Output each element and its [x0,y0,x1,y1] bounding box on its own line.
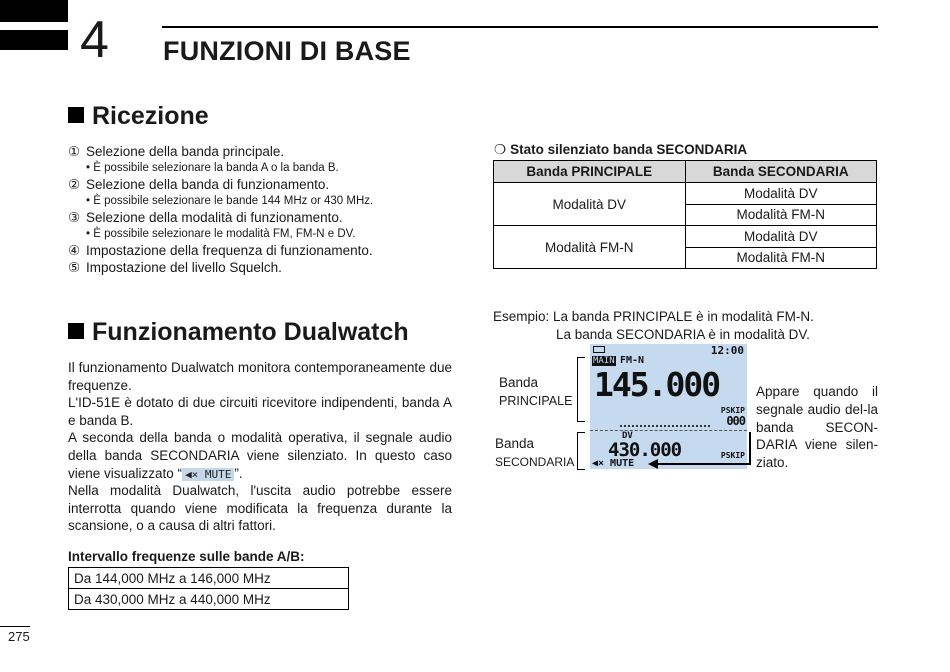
table-header-row [494,161,877,183]
section-heading-text: Ricezione [92,102,209,130]
table-cell: Modalità DV [494,183,686,226]
table-cell: Da 430,000 MHz a 440,000 MHz [69,589,349,610]
step-item: ⑤ Impostazione del livello Squelch. [68,260,282,275]
lcd-pskip-main: PSKIP [720,406,745,415]
lcd-mode-main: FM-N [620,355,645,366]
lcd-mute-indicator: ◀× MUTE [592,458,635,469]
table-row [494,226,877,248]
bracket-secondaria [577,432,585,470]
column-header: Banda SECONDARIA [685,161,877,183]
section-heading-dualwatch [68,318,409,347]
chapter-title: FUNZIONI DI BASE [163,36,411,66]
table-cell: Modalità FM-N [494,226,686,269]
circle-bullet-icon: ❍ [494,142,507,157]
example-caption [493,308,814,344]
dualwatch-body [68,359,452,535]
table-cell: Modalità DV [685,183,877,205]
table-row [494,183,877,205]
chapter-tab-marker [0,30,68,50]
table-cell: Modalità FM-N [685,247,877,269]
step-note: • È possibile selezionare la banda A o la banda B. [86,162,339,174]
paragraph: Il funzionamento Dualwatch monitora contemporaneamente due frequenze. [68,360,452,393]
chapter-number: 4 [80,11,109,69]
square-bullet-icon [68,323,84,339]
section-heading-text: Funzionamento Dualwatch [92,318,409,346]
table-cell: Modalità FM-N [685,204,877,226]
lcd-memory-main: 000 [726,414,745,428]
step-item: ① Selezione della banda principale. [68,144,285,159]
square-bullet-icon [68,107,84,123]
arrow-left-icon [648,459,658,469]
steps-list [68,143,468,276]
lcd-freq-main: 145.000 [594,365,720,404]
lcd-mode-sub: DV [622,431,633,441]
section-heading-ricezione [68,102,209,131]
example-line: La banda SECONDARIA è in modalità DV. [556,327,810,342]
step-item: ③ Selezione della modalità di funzionamento. [68,210,343,225]
paragraph: L'ID-51E è dotato di due circuiti ricevitore indipendenti, banda A e banda B. [68,395,452,428]
table-cell: Modalità DV [685,226,877,248]
table-row [69,568,349,589]
page-number: 275 [8,629,30,644]
title-rule [162,26,878,28]
column-header: Banda PRINCIPALE [494,161,686,183]
step-item: ② Selezione della banda di funzionamento. [68,177,330,192]
paragraph: A seconda della banda o modalità operativa, il segnale audio della banda SECONDARIA viene silenziato. In questo caso viene visualizzato “ ◀× MUTE ”. [68,430,452,481]
bracket-principale [577,357,585,422]
range-title: Intervallo frequenze sulle bande A/B: [68,549,305,564]
lcd-freq-sub: 430.000 [608,439,682,461]
battery-icon [593,346,605,353]
mute-indicator-icon: ◀× MUTE [182,468,234,481]
stato-table [493,160,877,269]
label-banda-secondaria: Banda SECONDARIA [495,436,575,469]
range-table [68,567,349,610]
chapter-tab-top [0,0,68,22]
callout-line [655,463,750,465]
lcd-clock: 12:00 [710,344,744,357]
callout-text: Appare quando il segnale audio del-la banda SECON-DARIA viene silen-ziato. [756,384,878,471]
table-cell: Da 144,000 MHz a 146,000 MHz [69,568,349,589]
lcd-main-tag: MAIN [593,356,615,366]
paragraph: Nella modalità Dualwatch, l'uscita audio potrebbe essere interrotta quando viene modificata la frequenza durante la scansione, o a causa di altri fattori. [68,483,452,534]
step-note: • È possibile selezionare le bande 144 MHz or 430 MHz. [86,195,374,207]
stato-title: ❍ Stato silenziato banda SECONDARIA [494,142,748,157]
lcd-signal-meter [620,425,710,427]
lcd-pskip-sub: PSKIP [720,451,745,460]
page-rule [0,626,30,627]
step-note: • È possibile selezionare le modalità FM, FM-N e DV. [86,228,356,240]
step-item: ④ Impostazione della frequenza di funzionamento. [68,243,373,258]
table-row [69,589,349,610]
callout-line [749,432,751,465]
example-line: Esempio: La banda PRINCIPALE è in modalità FM-N. [493,309,814,324]
lcd-display [590,344,747,469]
lcd-band-divider [590,430,747,431]
label-banda-principale: Banda PRINCIPALE [499,375,573,408]
